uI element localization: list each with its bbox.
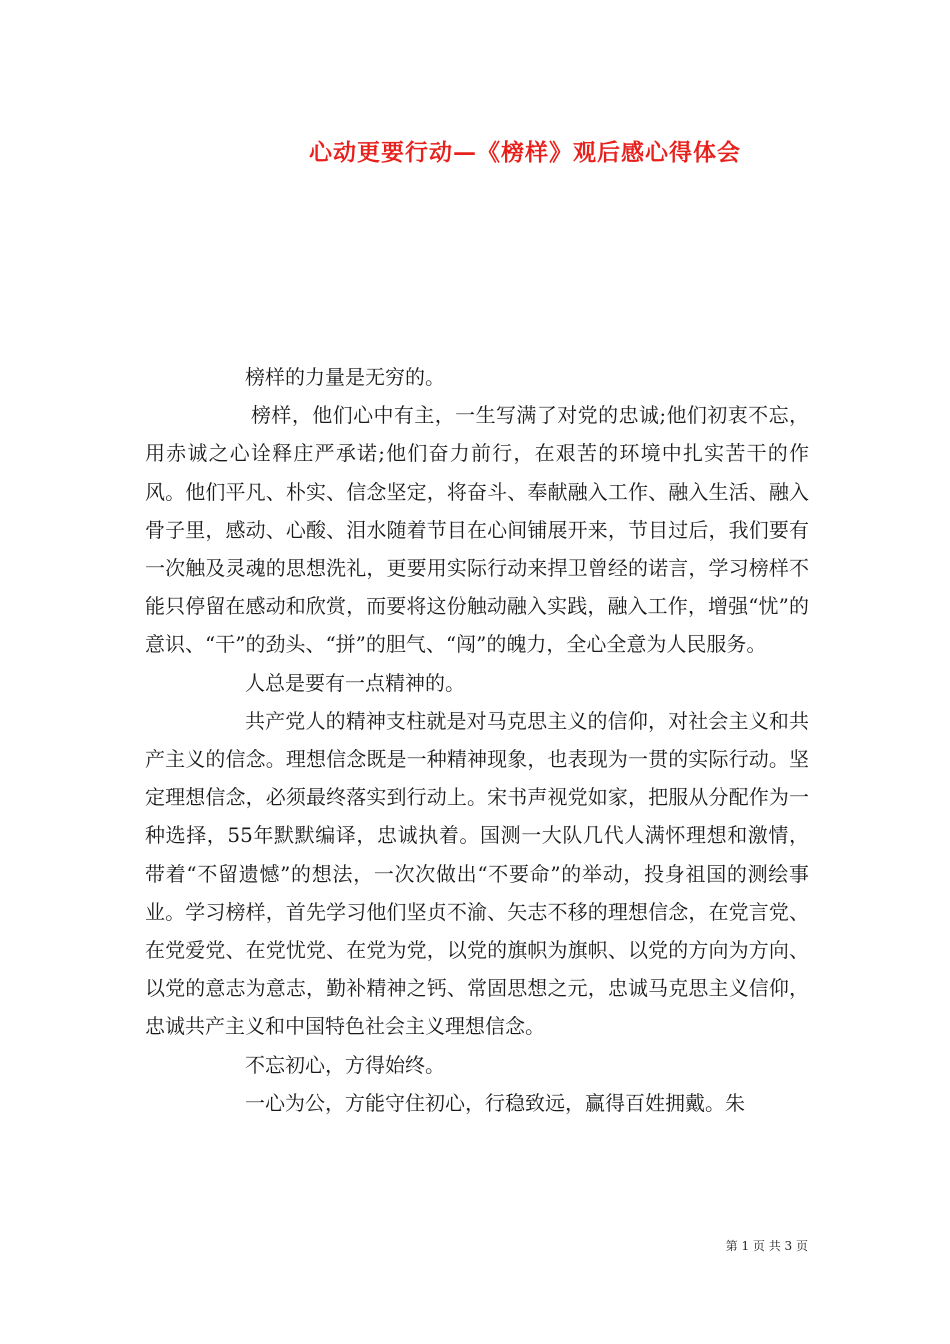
paragraph: 不忘初心，方得始终。 <box>245 1052 445 1077</box>
page-number-footer: 第 1 页 共 3 页 <box>725 1239 808 1253</box>
paragraph: 共产党人的精神支柱就是对马克思主义的信仰，对社会主义和共产主义的信念。理想信念既是一种精神现象，也表现为一贯的实际行动。坚定理想信念，必须最终落实到行动上。宋书声视党如家，把服从分配作为一种选择，55年默默编译，忠诚执着。国测一大队几代人满怀理想和激情，带着“不留遗憾”的想法，一次次做出“不要命”的举动，投身祖国的测绘事业。学习榜样，首先学习他们坚贞不渝、矢志不移的理想信念，在党言党、在党爱党、在党忧党、在党为党，以党的旗帜为旗帜、以党的方向为方向、以党的意志为意志，勤补精神之钙、常固思想之元，忠诚马克思主义信仰，忠诚共产主义和中国特色社会主义理想信念。 <box>145 708 809 1039</box>
paragraph: 一心为公，方能守住初心，行稳致远，赢得百姓拥戴。朱 <box>245 1090 745 1115</box>
paragraph: 榜样的力量是无穷的。 <box>245 365 445 389</box>
paragraph: 人总是要有一点精神的。 <box>245 670 465 695</box>
document-body <box>145 358 809 1122</box>
document-title: 心动更要行动—《榜样》观后感心得体会 <box>309 139 741 166</box>
paragraph: 榜样，他们心中有主，一生写满了对党的忠诚;他们初衷不忘，用赤诚之心诠释庄严承诺;他们奋力前行，在艰苦的环境中扎实苦干的作风。他们平凡、朴实、信念坚定，将奋斗、奉献融入工作、融入生活、融入骨子里，感动、心酸、泪水随着节目在心间铺展开来，节目过后，我们要有一次触及灵魂的思想洗礼，更要用实际行动来捍卫曾经的诺言，学习榜样不能只停留在感动和欣赏，而要将这份触动融入实践，融入工作，增强“忧”的意识、“干”的劲头、“拼”的胆气、“闯”的魄力，全心全意为人民服务。 <box>145 403 809 657</box>
